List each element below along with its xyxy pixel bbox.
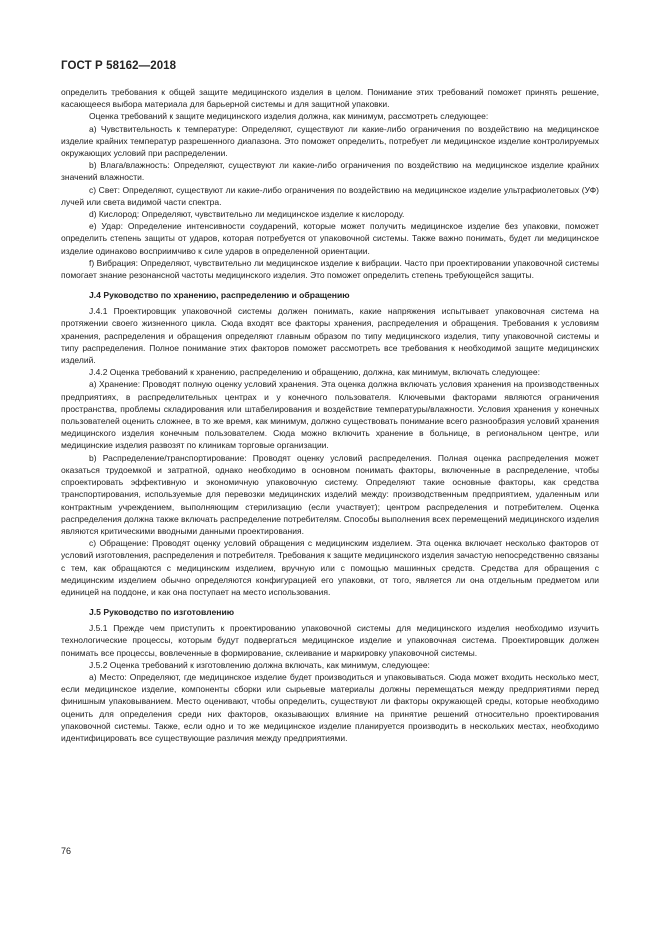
list-item: b) Распределение/транспортирование: Проводят оценку условий распределения. Полная оценка распределения может оказаться трудоемкой и затратной, однако необходимо в основном понимать факторы, включенные в распределение, чтобы спроектировать эффективную и экономичную упаковочную систему. Определяют такие основные факторы, как средства транспортирования, используемые для перевозки медицинских изделий между: производственным предприятием, удаленным или контрактным учреждением, выполняющим стерилизацию (если участвует); центром распределения и потребителем. Оценка распределения должна также включать распределение потребителям. Способы выполнения всех перемещений медицинского изделия являются критическими вводными данными проектирования.	[61, 452, 599, 536]
list-item: b) Влага/влажность: Определяют, существуют ли какие-либо ограничения по воздействию на медицинское изделие крайних значений влажности.	[61, 160, 599, 183]
list-item: е) Удар: Определение интенсивности соударений, которые может получить медицинское изделие без упаковки, поможет определить степень защиты от ударов, которая потребуется от упаковочной системы. Также важно понимать, будет ли медицинское изделие одинаково восприимчиво к силе ударов в определенной ориентации.	[61, 221, 599, 256]
paragraph: J.4.1 Проектировщик упаковочной системы должен понимать, какие напряжения испытывает упаковочная система на протяжении своего жизненного цикла. Сюда входят все факторы хранения, распределения и обращения. Требования к условиям хранения, распределения и обращения определяют главным образом по типу медицинского изделия, типу упаковочной системы и типу распределения. Полное понимание этих факторов поможет рассмотреть все требования к необходимой защите медицинских изделий.	[61, 306, 599, 366]
list-item: а) Чувствительность к температуре: Определяют, существуют ли какие-либо ограничения по воздействию на медицинское изделие крайних температур разрешенного диапазона. Это поможет определить, потребует ли медицинское изделие контролируемых окружающих условий при распределении.	[61, 123, 599, 159]
document-header: ГОСТ Р 58162—2018	[61, 60, 177, 72]
list-item: а) Хранение: Проводят полную оценку условий хранения. Эта оценка должна включать условия хранения на производственных предприятиях, в распределительных центрах и у конечного пользователя. Ключевыми факторами являются ограничения пространства, проблемы складирования или штабелирования и воздействие температуры/влажности. Условия хранения у конечных пользователей оценить сложнее, в то же время, как минимум, должно существовать понимание всего разнообразия условий хранения медицинского изделия конечным пользователем. Сюда можно включить хранение в больнице, в региональном центре, или медицинские изделия развозят по клиникам торговые организации.	[61, 379, 599, 451]
list-item: с) Обращение: Проводят оценку условий обращения с медицинским изделием. Эта оценка включает несколько факторов от условий изготовления, распределения и потребителя. Требования к защите медицинского изделия зачастую непосредственно связаны с тем, как обращаются с медицинским изделием, вручную или с помощью машинных средств. Средства для обращения с медицинским изделием обычно определяются конфигурацией его упаковки, от того, является ли она отдельным предметом или единицей на поддоне, и как она поступает на место использования.	[61, 538, 599, 597]
paragraph: J.5.2 Оценка требований к изготовлению должна включать, как минимум, следующее:	[89, 659, 430, 670]
list-item: f) Вибрация: Определяют, чувствительно ли медицинское изделие к вибрации. Часто при проектировании упаковочной системы помогает знание резонансной частоты медицинского изделия. Это поможет определить степень требующейся защиты.	[61, 257, 599, 281]
section-heading-j4: J.4 Руководство по хранению, распределению и обращению	[89, 290, 350, 301]
list-item: а) Место: Определяют, где медицинское изделие будет производиться и упаковываться. Сюда может входить несколько мест, если медицинское изделие, компоненты сборки или сырьевые материалы должны перемещаться между предприятиями перед финишным упаковыванием. Место оценивают, чтобы определить, существуют ли факторы окружающей среды, которые необходимо оценить для определения среди них факторов, оказывающих влияние на принятие решений относительно проектирования упаковочной системы. Также, если одно и то же медицинское изделие планируется производить в нескольких местах, необходимо идентифицировать все существующие различия между предприятиями.	[61, 671, 599, 743]
page-number: 76	[61, 846, 72, 856]
paragraph: J.4.2 Оценка требований к хранению, распределению и обращению, должна, как минимум, включать следующее:	[89, 367, 540, 378]
list-item: d) Кислород: Определяют, чувствительно ли медицинское изделие к кислороду.	[89, 209, 405, 220]
list-item: с) Свет: Определяют, существуют ли какие-либо ограничения по воздействию на медицинское изделие ультрафиолетовых (УФ) лучей или света видимой части спектра.	[61, 184, 599, 207]
paragraph: J.5.1 Прежде чем приступить к проектированию упаковочной системы для медицинского изделия необходимо изучить технологические процессы, которым будут подвергаться медицинское изделие и упаковочная система. Проектировщик должен понимать все процессы, вовлеченные в формирование, склеивание и маркировку упаковочной системы.	[61, 623, 599, 658]
paragraph: определить требования к общей защите медицинского изделия в целом. Понимание этих требований поможет принять решение, касающееся выбора материала для барьерной системы и для защитной упаковки.	[61, 87, 599, 110]
document-body	[61, 86, 599, 744]
paragraph: Оценка требований к защите медицинского изделия должна, как минимум, рассмотреть следующее:	[89, 111, 489, 122]
section-heading-j5: J.5 Руководство по изготовлению	[89, 607, 235, 618]
